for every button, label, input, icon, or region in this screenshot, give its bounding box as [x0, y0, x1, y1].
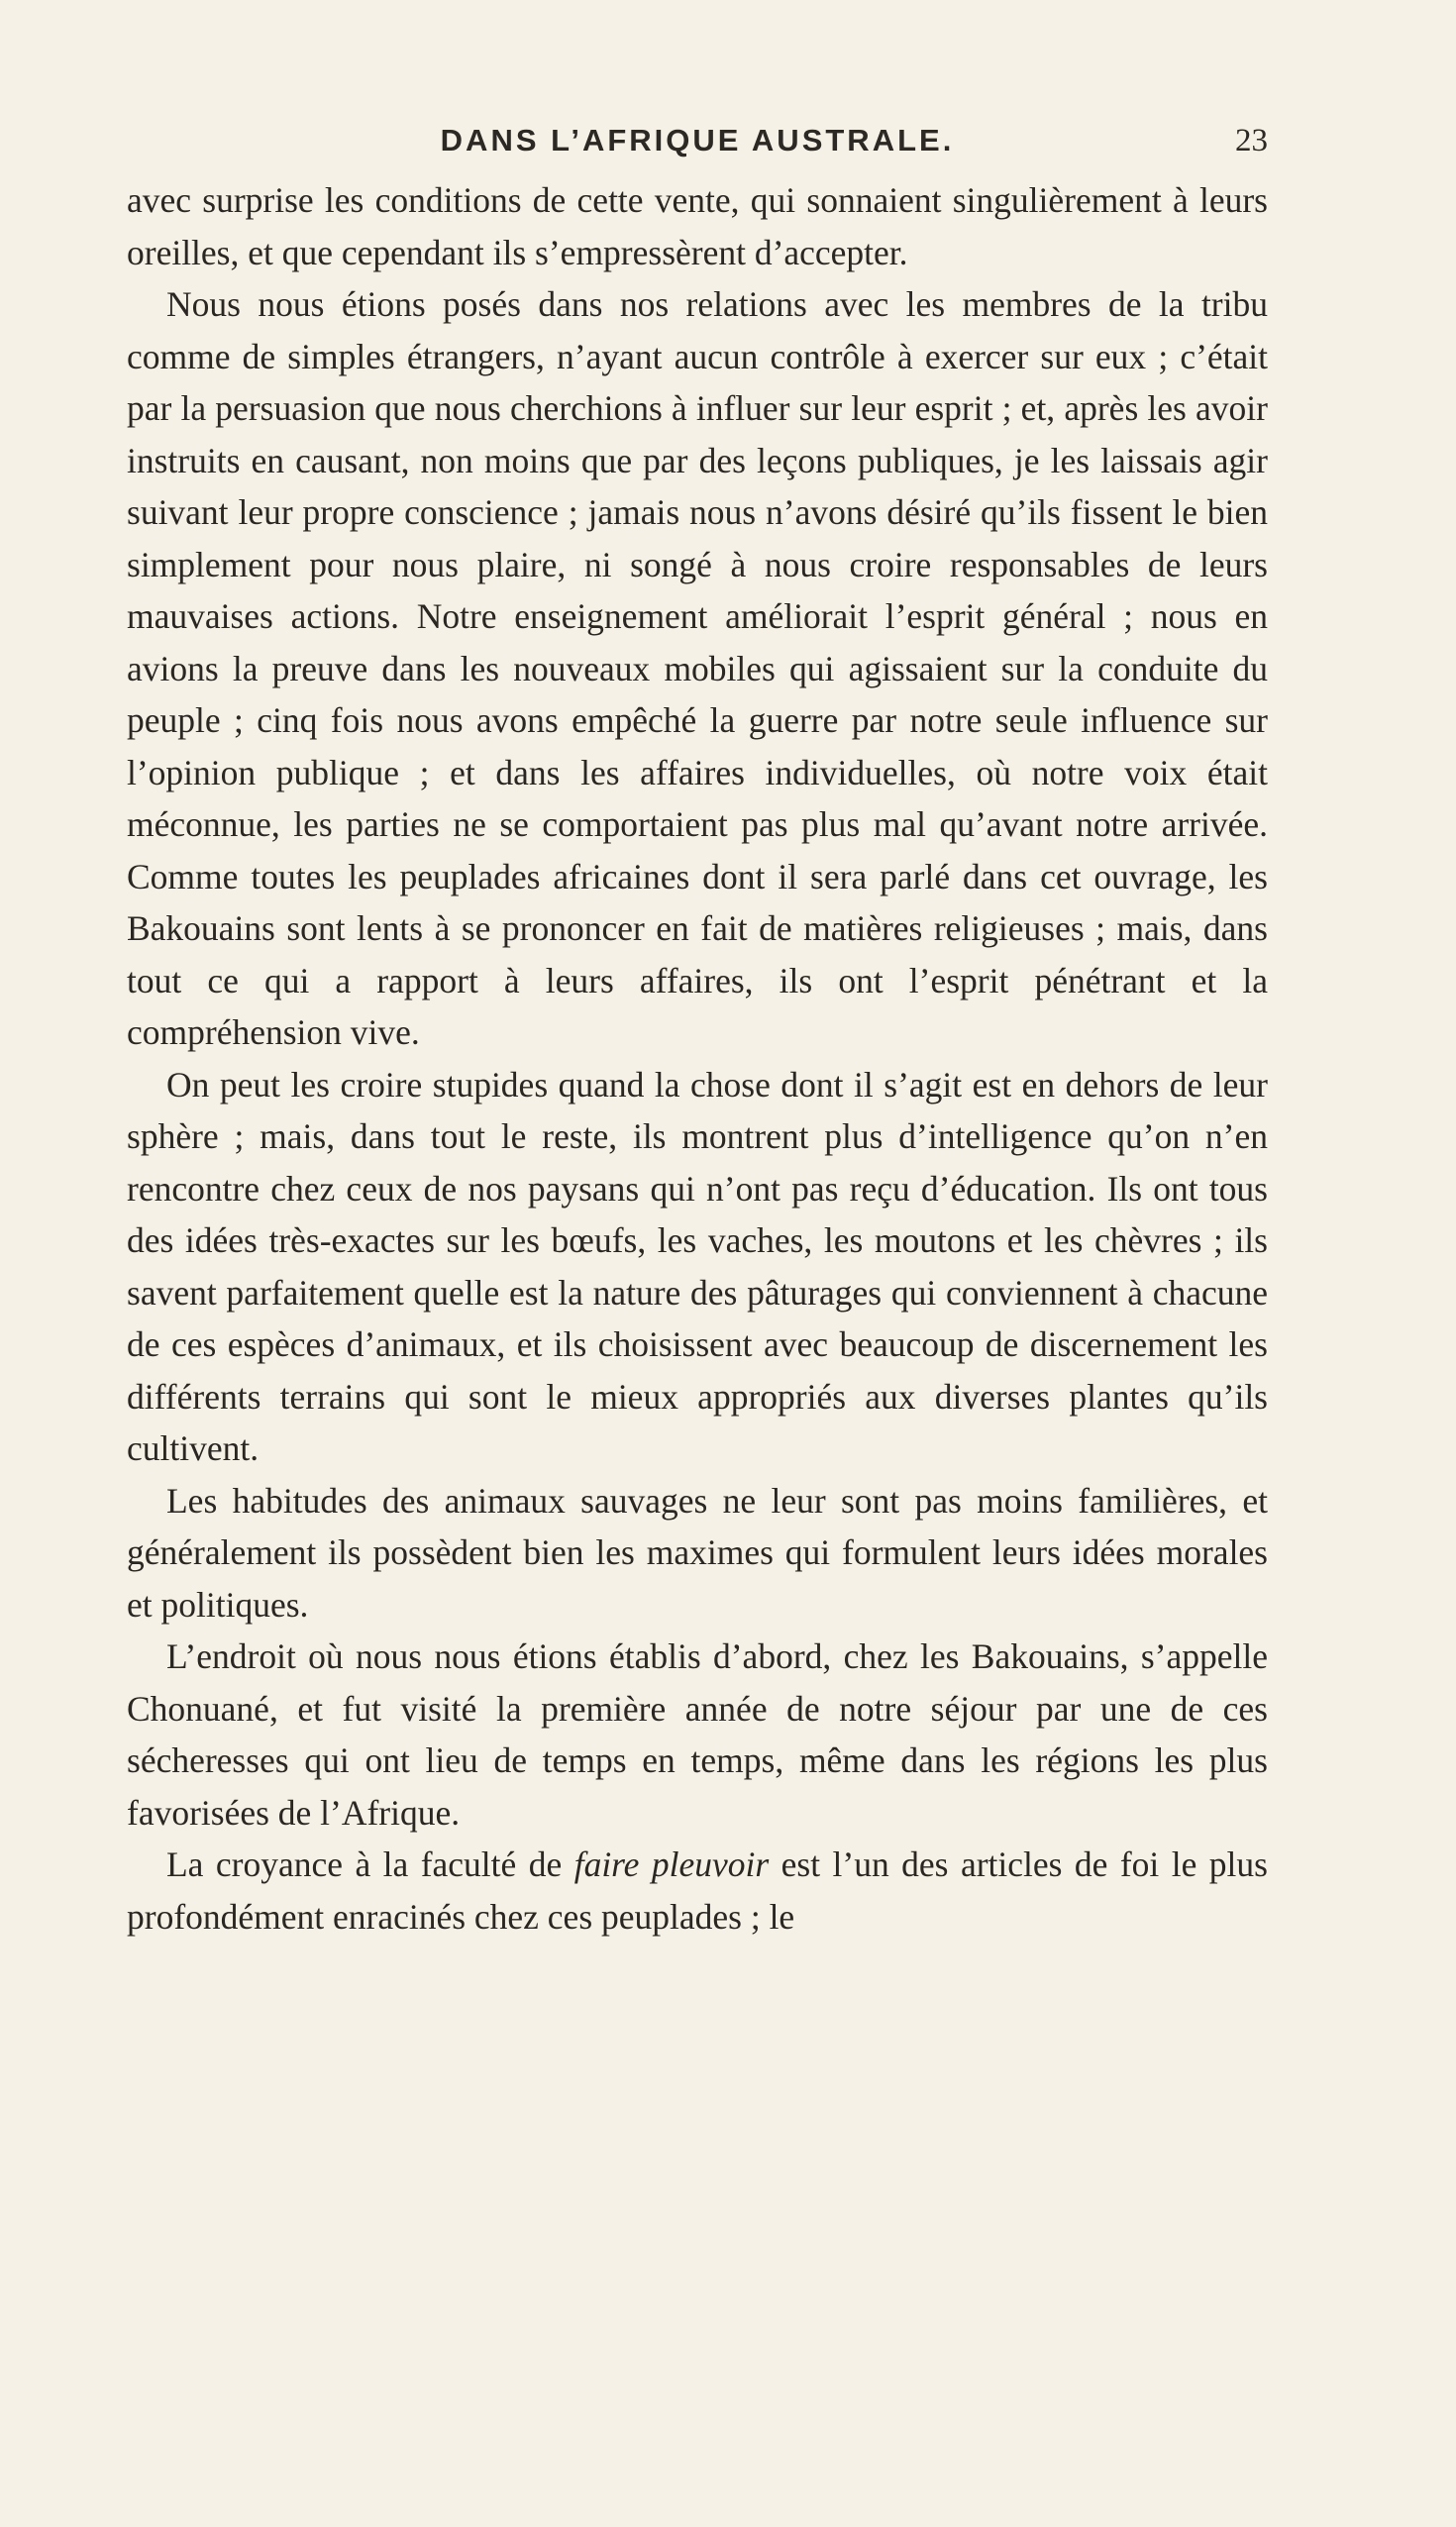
running-title: DANS L’AFRIQUE AUSTRALE. — [440, 123, 955, 158]
paragraph-intelligence: On peut les croire stupides quand la chose dont il s’agit est en dehors de leur sphère ; mais, dans tout le reste, ils montrent plus d’intelligence qu’on n’en rencontre chez ceux de nos paysans qui n’ont pas reçu d’éducation. Ils ont tous des idées très-exactes sur les bœufs, les vaches, les moutons et les chèvres ; ils savent parfaitement quelle est la nature des pâturages qui conviennent à chacune de ces espèces d’animaux, et ils choisissent avec beaucoup de discernement les différents terrains qui sont le mieux appropriés aux diverses plantes qu’ils cultivent. — [127, 1064, 1268, 1468]
running-head — [127, 123, 1268, 170]
paragraph-relations: Nous nous étions posés dans nos relations avec les membres de la tribu comme de simples étrangers, n’ayant aucun contrôle à exercer sur eux ; c’était par la persuasion que nous cherchions à influer sur leur esprit ; et, après les avoir instruits en causant, non moins que par des leçons publiques, je les laissais agir suivant leur propre conscience ; jamais nous n’avons désiré qu’ils fissent le bien simplement pour nous plaire, ni songé à nous croire responsables de leurs mauvaises actions. Notre enseignement améliorait l’esprit général ; nous en avions la preuve dans les nouveaux mobiles qui agissaient sur la conduite du peuple ; cinq fois nous avons empêché la guerre par notre seule influence sur l’opinion publique ; et dans les affaires individuelles, où notre voix était méconnue, les parties ne se comportaient pas plus mal qu’avant notre arrivée. Comme toutes les peuplades africaines dont il sera parlé dans cet ouvrage, les Bakouains sont lents à se prononcer en fait de matières religieuses ; mais, dans tout ce qui a rapport à leurs affaires, ils ont l’esprit pénétrant et la compréhension vive. — [127, 284, 1268, 1052]
paragraph-continued: avec surprise les conditions de cette vente, qui sonnaient singulièrement à leurs oreilles, et que cependant ils s’empressèrent d’accepter. — [127, 180, 1268, 272]
paragraph-rain-belief — [127, 1839, 1268, 1943]
rain-belief-italic: faire pleuvoir — [573, 1844, 770, 1884]
rain-belief-before: La croyance à la faculté de — [166, 1844, 574, 1884]
paragraph-wild-animals: Les habitudes des animaux sauvages ne leur sont pas moins familières, et généralement ils possèdent bien les maximes qui formulent leurs idées morales et politiques. — [127, 1480, 1268, 1625]
paragraph-chonuane: L’endroit où nous nous étions établis d’abord, chez les Bakouains, s’appelle Chonuané, et fut visité la première année de notre séjour par une de ces sécheresses qui ont lieu de temps en temps, même dans les régions les plus favorisées de l’Afrique. — [127, 1636, 1268, 1833]
rain-belief-after: est l’un des articles de foi le plus profondément enracinés chez ces peuplades ; le — [127, 1844, 1268, 1937]
page-number: 23 — [1235, 123, 1268, 158]
body-text — [127, 174, 1268, 1943]
